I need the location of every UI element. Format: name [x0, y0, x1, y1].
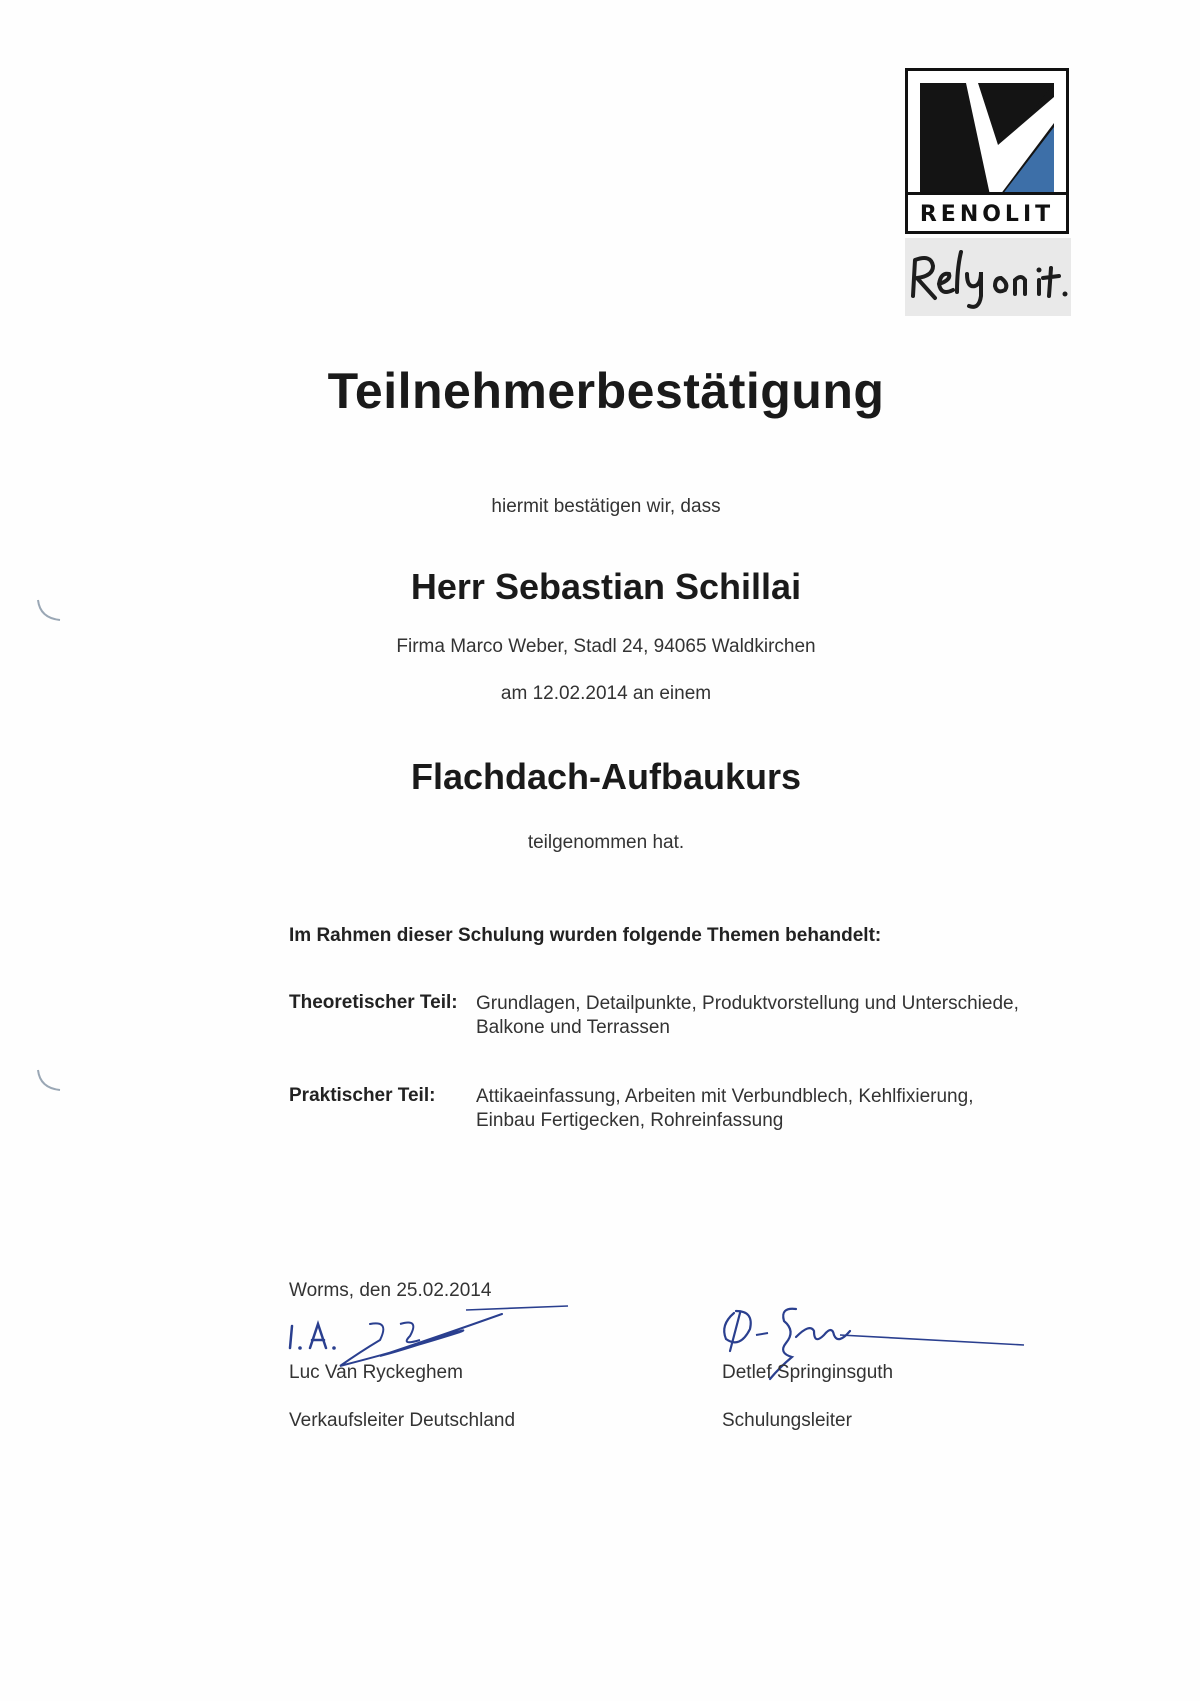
company-address: Firma Marco Weber, Stadl 24, 94065 Waldkirchen — [396, 636, 816, 657]
topics-heading: Im Rahmen dieser Schulung wurden folgende Themen behandelt: — [289, 925, 882, 946]
topic-text-theory — [476, 992, 1096, 1040]
signatory-name-left: Luc Van Ryckeghem — [289, 1362, 463, 1383]
topic-label-theory: Theoretischer Teil: — [289, 992, 458, 1013]
course-date-line: am 12.02.2014 an einem — [500, 683, 712, 704]
page-title: Teilnehmerbestätigung — [327, 363, 885, 419]
topic-text-line: Einbau Fertigecken, Rohreinfassung — [476, 1110, 784, 1131]
completion-text: teilgenommen hat. — [527, 832, 685, 853]
punch-hole-mark — [34, 1066, 64, 1096]
renolit-logo-icon — [920, 83, 1054, 195]
tagline-script-icon — [905, 238, 1071, 316]
topic-text-line: Attikaeinfassung, Arbeiten mit Verbundblech, Kehlfixierung, — [476, 1086, 974, 1107]
topic-label-practice: Praktischer Teil: — [289, 1085, 436, 1106]
intro-text: hiermit bestätigen wir, dass — [491, 496, 721, 517]
participant-name: Herr Sebastian Schillai — [410, 566, 802, 607]
signatory-role-left: Verkaufsleiter Deutschland — [289, 1410, 516, 1431]
signatory-name-right: Detlef Springinsguth — [722, 1362, 894, 1383]
signatory-role-right: Schulungsleiter — [722, 1410, 852, 1431]
topic-text-line: Balkone und Terrassen — [476, 1017, 670, 1038]
logo-tagline — [905, 238, 1071, 316]
renolit-logo — [905, 68, 1069, 234]
place-and-date: Worms, den 25.02.2014 — [289, 1280, 492, 1301]
logo-wordmark: RENOLIT — [919, 202, 1055, 227]
logo-divider — [908, 192, 1066, 195]
topic-text-line: Grundlagen, Detailpunkte, Produktvorstellung und Unterschiede, — [476, 993, 1019, 1014]
course-title: Flachdach-Aufbaukurs — [410, 756, 802, 797]
topic-text-practice — [476, 1085, 1096, 1133]
